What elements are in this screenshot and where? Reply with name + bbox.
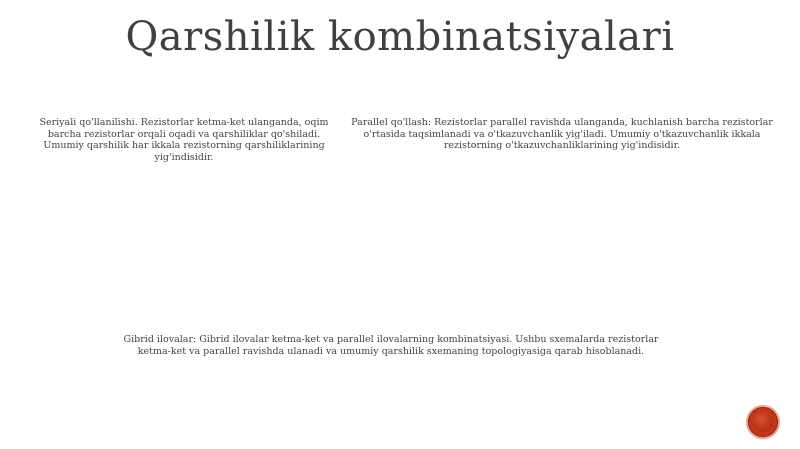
hybrid-text-block: Gibrid ilovalar: Gibrid ilovalar ketma-ket va parallel ilovalarning kombinatsiyasi. Ushbu sxemalarda rezistorlar ketma-ket va parallel ravishda ulanadi va umumiy qarshilik sxemaning topologiyasiga qarab hisoblanadi. — [123, 334, 659, 357]
slide-nav-button[interactable] — [748, 407, 778, 437]
parallel-text-block: Parallel qo'llash: Rezistorlar parallel ravishda ulanganda, kuchlanish barcha rezistorlar o'rtasida taqsimlanadi va o'tkazuvchanlik yig'iladi. Umumiy o'tkazuvchanlik ikkala rezistorning o'tkazuvchanliklarining yig'indisidir. — [351, 117, 773, 151]
circle-nav-icon — [753, 412, 773, 432]
series-text-block: Seriyali qo'llanilishi. Rezistorlar ketma-ket ulanganda, oqim barcha rezistorlar orqali oqadi va qarshiliklar qo'shiladi. Umumiy qarshilik har ikkala rezistorning qarshiliklarining yig'indisidir. — [39, 117, 329, 163]
slide-title: Qarshilik kombinatsiyalari — [125, 14, 675, 60]
